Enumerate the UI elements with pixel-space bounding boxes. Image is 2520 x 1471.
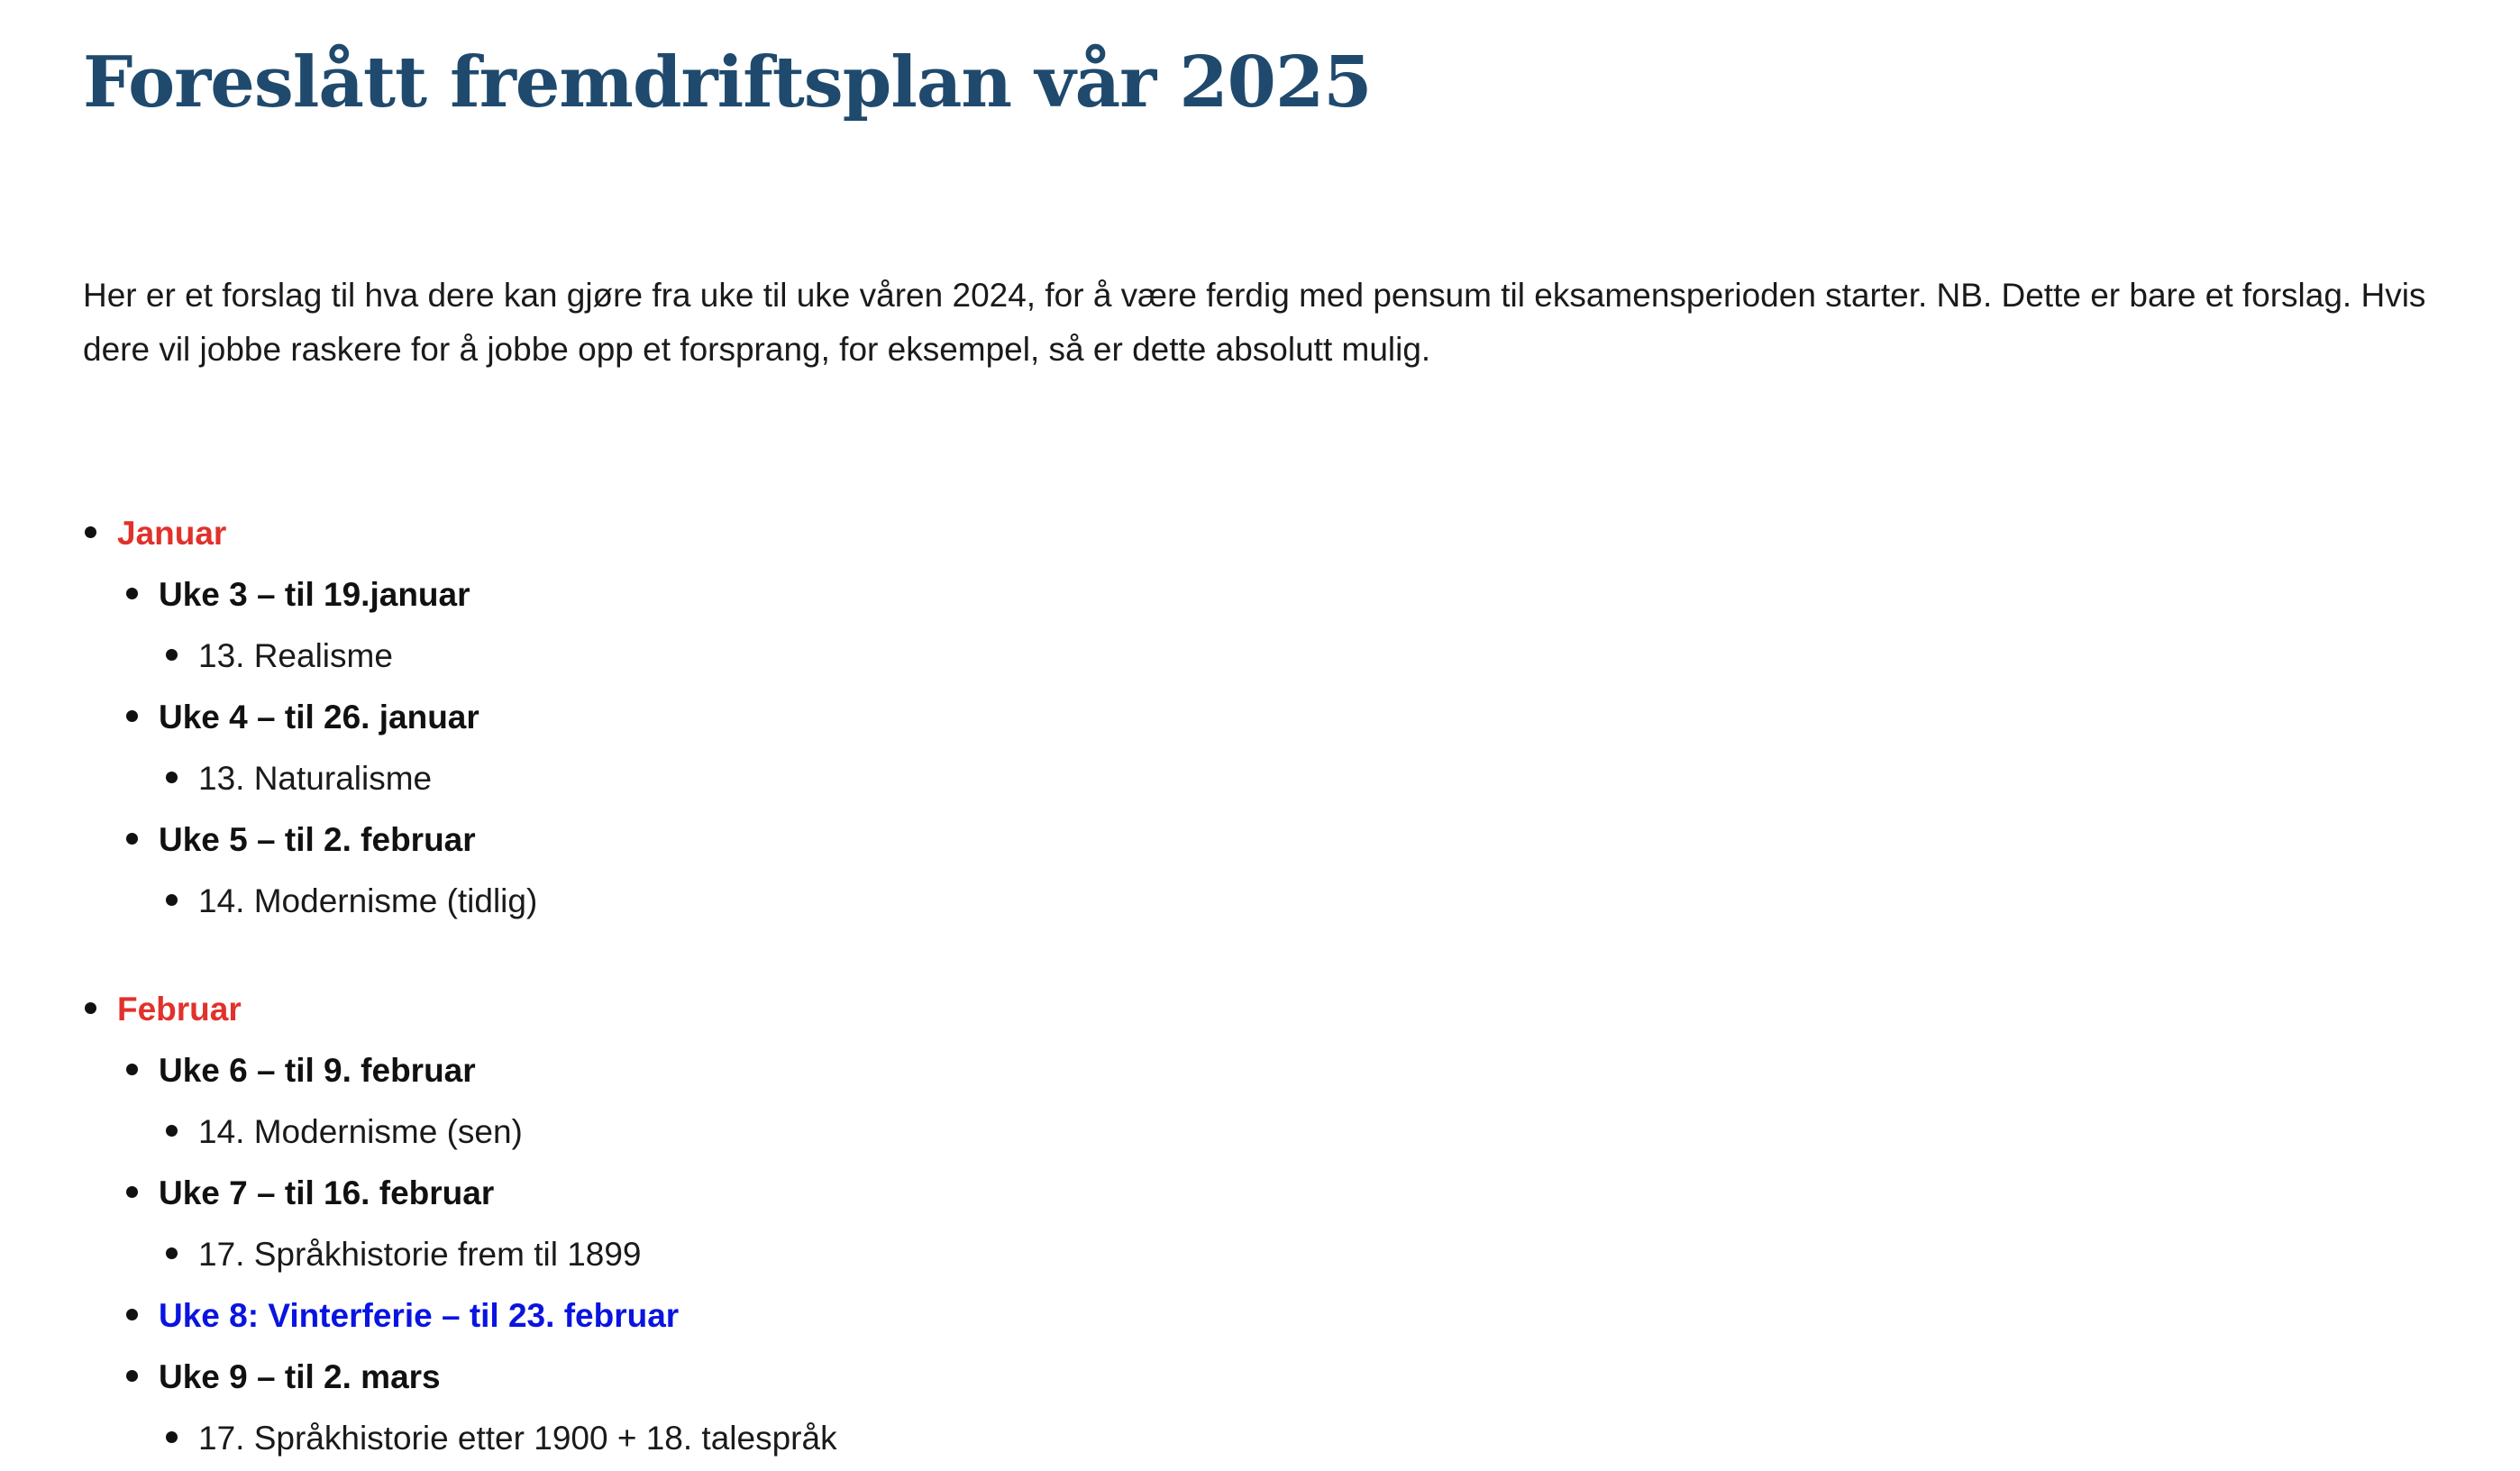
week-label: Uke 6 – til 9. februar <box>159 1052 476 1089</box>
page-title: Foreslått fremdriftsplan vår 2025 <box>83 41 1372 123</box>
topic-label: 13. Naturalisme <box>198 760 433 797</box>
topic-list <box>164 1101 1525 1163</box>
topic-label: 17. Språkhistorie etter 1900 + 18. talespråk <box>198 1420 837 1457</box>
topic-item <box>164 626 1525 687</box>
topic-label: 14. Modernisme (tidlig) <box>198 882 538 919</box>
topic-label: 13. Realisme <box>198 637 393 674</box>
week-item <box>124 1163 1525 1285</box>
topic-list <box>164 1408 1525 1469</box>
week-item <box>124 1040 1525 1163</box>
week-item <box>124 1347 1525 1469</box>
week-item <box>124 687 1525 809</box>
week-label: Uke 7 – til 16. februar <box>159 1174 495 1211</box>
week-list <box>124 1040 1525 1469</box>
topic-label: 14. Modernisme (sen) <box>198 1113 523 1150</box>
intro-paragraph: Her er et forslag til hva dere kan gjøre fra uke til uke våren 2024, for å være ferdig med pensum til eksamensperioden starter. NB. Dette er bare et forslag. Hvis dere vil jobbe raskere for å jobbe opp et forsprang, for eksempel, så er dette absolutt mulig. <box>83 277 2426 368</box>
month-item-januar <box>83 503 1525 932</box>
topic-item <box>164 1224 1525 1285</box>
week-item <box>124 809 1525 932</box>
topic-list <box>164 871 1525 932</box>
week-label: Uke 9 – til 2. mars <box>159 1358 441 1395</box>
week-label: Uke 3 – til 19.januar <box>159 576 470 613</box>
topic-list <box>164 748 1525 809</box>
week-item <box>124 564 1525 687</box>
topic-list <box>164 1224 1525 1285</box>
month-item-februar <box>83 979 1525 1469</box>
week-label: Uke 5 – til 2. februar <box>159 821 476 858</box>
week-item-holiday <box>124 1285 1525 1347</box>
topic-item <box>164 748 1525 809</box>
month-label: Januar <box>117 515 227 552</box>
topic-item <box>164 871 1525 932</box>
month-label: Februar <box>117 991 242 1028</box>
week-list <box>124 564 1525 932</box>
topic-list <box>164 626 1525 687</box>
schedule-list <box>83 503 1525 1469</box>
holiday-week-label: Uke 8: Vinterferie – til 23. februar <box>159 1297 680 1334</box>
topic-label: 17. Språkhistorie frem til 1899 <box>198 1236 642 1273</box>
topic-item <box>164 1101 1525 1163</box>
topic-item <box>164 1408 1525 1469</box>
week-label: Uke 4 – til 26. januar <box>159 699 479 736</box>
